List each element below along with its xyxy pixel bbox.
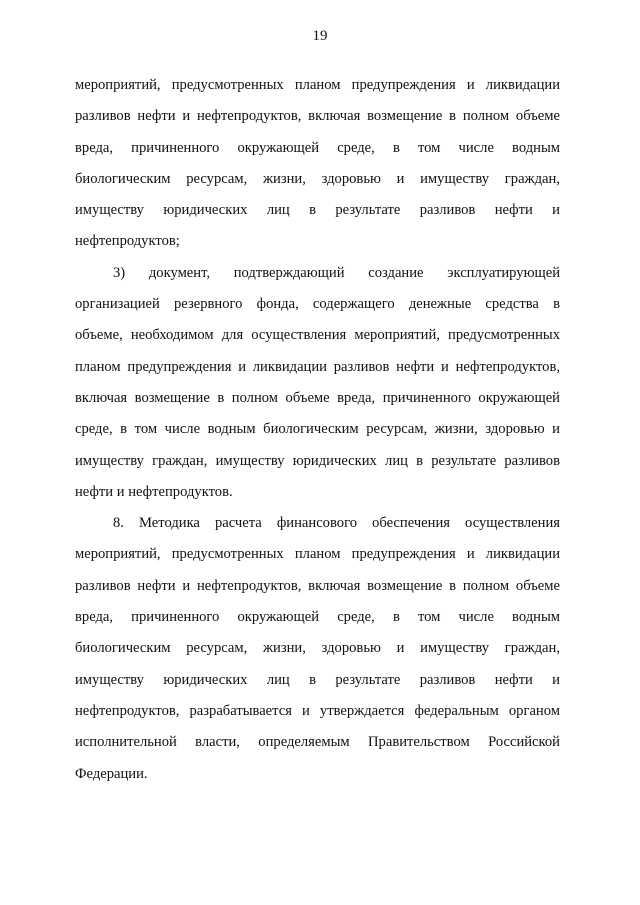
text-line: биологическим ресурсам, жизни, здоровью и имуществу граждан,	[75, 640, 560, 657]
text-line: 8. Методика расчета финансового обеспечения осуществления	[113, 515, 560, 532]
text-line: Федерации.	[75, 765, 148, 782]
text-line: имуществу юридических лиц в результате разливов нефти и	[75, 671, 560, 688]
document-body	[75, 70, 560, 790]
paragraph-item-8	[75, 508, 560, 790]
text-line: среде, в том числе водным биологическим ресурсам, жизни, здоровью и	[75, 421, 560, 438]
text-line: нефтепродуктов;	[75, 233, 180, 250]
text-line: нефтепродуктов, разрабатывается и утверждается федеральным органом	[75, 702, 560, 719]
text-line: включая возмещение в полном объеме вреда, причиненного окружающей	[75, 389, 560, 406]
text-line: разливов нефти и нефтепродуктов, включая возмещение в полном объеме	[75, 108, 560, 125]
text-line: имуществу граждан, имуществу юридических лиц в результате разливов	[75, 452, 560, 469]
text-line: 3) документ, подтверждающий создание эксплуатирующей	[113, 264, 560, 281]
text-line: мероприятий, предусмотренных планом предупреждения и ликвидации	[75, 546, 560, 563]
text-line: организацией резервного фонда, содержащего денежные средства в	[75, 296, 560, 313]
text-line: вреда, причиненного окружающей среде, в том числе водным	[75, 609, 560, 626]
text-line: планом предупреждения и ликвидации разливов нефти и нефтепродуктов,	[75, 358, 560, 375]
text-line: имуществу юридических лиц в результате разливов нефти и	[75, 202, 560, 219]
text-line: исполнительной власти, определяемым Правительством Российской	[75, 734, 560, 751]
paragraph-item-3	[75, 258, 560, 508]
text-line: разливов нефти и нефтепродуктов, включая возмещение в полном объеме	[75, 577, 560, 594]
text-line: нефти и нефтепродуктов.	[75, 483, 233, 500]
text-line: объеме, необходимом для осуществления мероприятий, предусмотренных	[75, 327, 560, 344]
text-line: мероприятий, предусмотренных планом предупреждения и ликвидации	[75, 77, 560, 93]
text-line: биологическим ресурсам, жизни, здоровью и имуществу граждан,	[75, 170, 560, 187]
page-number: 19	[312, 28, 328, 44]
paragraph-1	[75, 70, 560, 258]
text-line: вреда, причиненного окружающей среде, в том числе водным	[75, 139, 560, 156]
